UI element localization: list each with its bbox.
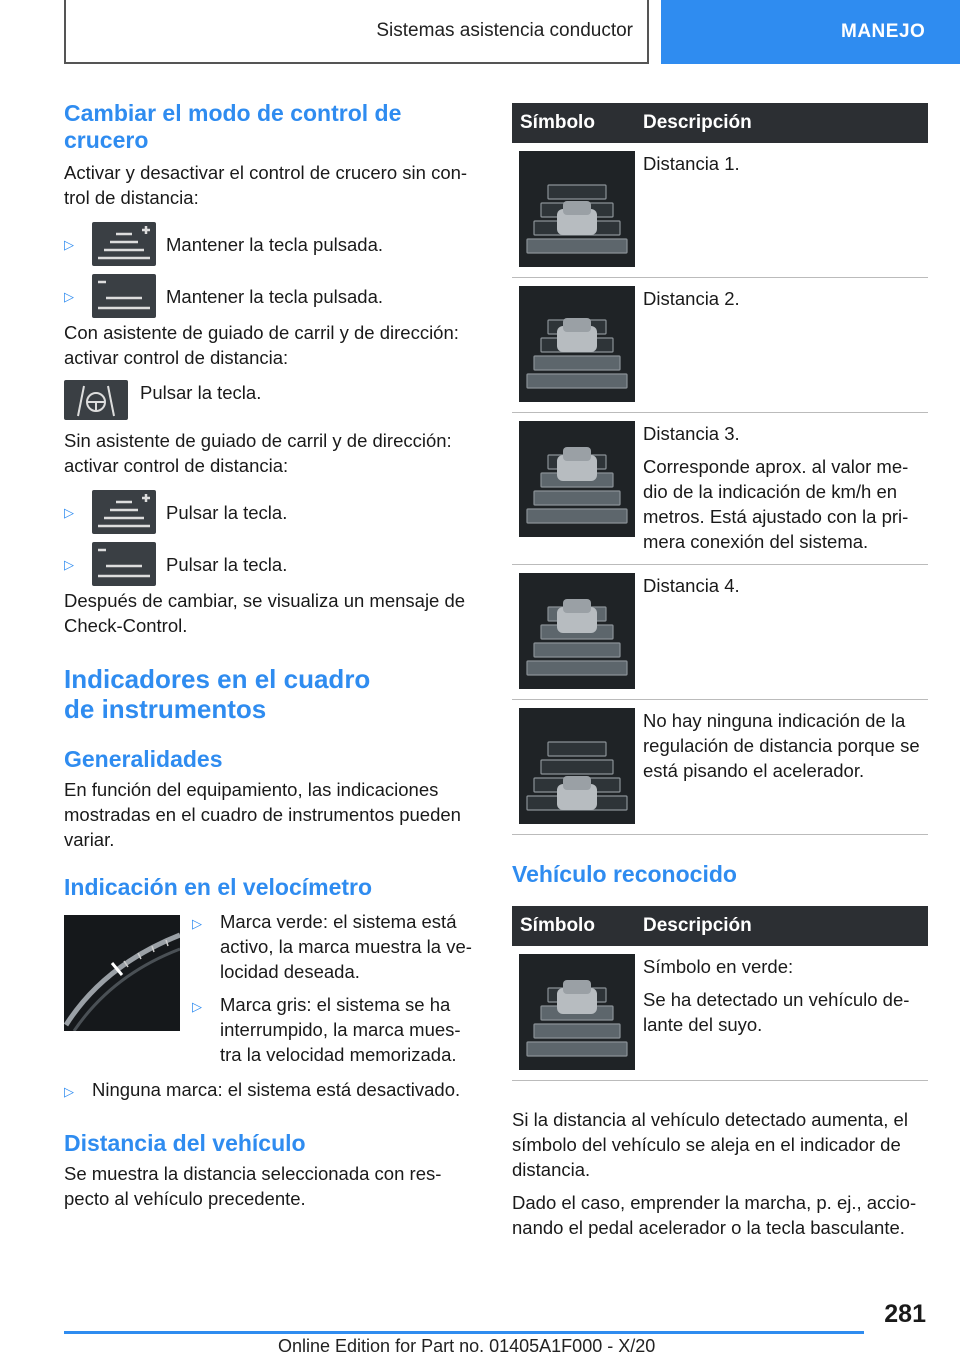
bullet-hold-key-minus: [64, 274, 479, 318]
table-row: [512, 413, 928, 565]
distance-car-symbol-icon: [519, 421, 635, 537]
column-header-descripcion: Descripción: [643, 906, 928, 946]
column-header-simbolo: Símbolo: [512, 103, 643, 143]
bullet-text: Mantener la tecla pulsada.: [166, 285, 383, 307]
bullet-no-mark: ▷ Ninguna marca: el sistema está desactivado.: [64, 1077, 479, 1104]
bullet-press-key-minus: [64, 542, 479, 586]
triangle-bullet-icon: ▷: [64, 556, 74, 572]
bullet-text: Pulsar la tecla.: [166, 501, 288, 523]
heading-cambiar-modo: Cambiar el modo de control de crucero: [64, 100, 402, 153]
bullet-press-key-plus: [64, 490, 479, 534]
header-chapter-tab: MANEJO: [661, 0, 960, 64]
sub-bullet-grey: ▷ Marca gris: el sistema se ha interrumpido, la marca mues-tra la velocidad memorizada.: [192, 994, 461, 1065]
table-row: [512, 278, 928, 413]
distance-car-symbol-icon: [519, 151, 635, 267]
description-text: Distancia 1.: [643, 153, 740, 174]
triangle-bullet-icon: ▷: [192, 916, 202, 931]
description-text: Corresponde aprox. al valor me-dio de la indicación de km/h en metros. Está ajustado con la pri-mera conexión del sistema.: [643, 456, 909, 552]
heading-indicadores: Indicadores en el cuadro de instrumentos: [64, 664, 371, 724]
header-section-title: Sistemas asistencia conductor: [64, 0, 649, 64]
table-row: [512, 946, 928, 1081]
description-text: Distancia 2.: [643, 288, 740, 309]
description-text: Distancia 3.: [643, 423, 740, 444]
distance-symbol-table: [512, 103, 928, 835]
table-row: [512, 143, 928, 278]
paragraph-activar: Activar y desactivar el control de crucero sin con-trol de distancia:: [64, 162, 468, 208]
paragraph-sin-asistente: Sin asistente de guiado de carril y de dirección: activar control de distancia:: [64, 430, 452, 476]
footer-edition: Online Edition for Part no. 01405A1F000 - X/20: [278, 1336, 656, 1356]
triangle-bullet-icon: ▷: [64, 288, 74, 304]
paragraph-con-asistente: Con asistente de guiado de carril y de dirección: activar control de distancia:: [64, 322, 459, 368]
recognized-symbol-table: [512, 906, 928, 1081]
bullet-text: Pulsar la tecla.: [166, 553, 288, 575]
description-text: No hay ninguna indicación de la regulación de distancia porque se está pisando el acelerador.: [643, 710, 920, 781]
paragraph-generalidades: En función del equipamiento, las indicaciones mostradas en el cuadro de instrumentos pueden variar.: [64, 779, 461, 850]
triangle-bullet-icon: ▷: [64, 1084, 74, 1099]
footer-rule: [64, 1331, 864, 1334]
distance-plus-key-icon: [92, 490, 156, 534]
column-header-descripcion: Descripción: [643, 103, 928, 143]
steering-assist-key-icon: [64, 380, 128, 420]
heading-generalidades: Generalidades: [64, 746, 223, 772]
heading-vehiculo-reconocido: Vehículo reconocido: [512, 861, 737, 887]
assist-key-row: [64, 380, 479, 420]
triangle-bullet-icon: ▷: [64, 236, 74, 252]
paragraph-distancia: Se muestra la distancia seleccionada con res-pecto al vehículo precedente.: [64, 1163, 442, 1209]
bullet-hold-key-plus: [64, 222, 479, 266]
table-row: [512, 700, 928, 835]
paragraph-si-distancia: Si la distancia al vehículo detectado aumenta, el símbolo del vehículo se aleja en el indicador de distancia.: [512, 1109, 908, 1180]
description-text: Distancia 4.: [643, 575, 740, 596]
description-text: Se ha detectado un vehículo de-lante del suyo.: [643, 989, 910, 1035]
distance-car-symbol-icon: [519, 573, 635, 689]
bullet-text: Mantener la tecla pulsada.: [166, 233, 383, 255]
triangle-bullet-icon: ▷: [64, 504, 74, 520]
paragraph-despues: Después de cambiar, se visualiza un mensaje de Check-Control.: [64, 590, 466, 636]
sub-bullet-green: ▷ Marca verde: el sistema está activo, la marca muestra la ve-locidad deseada.: [192, 911, 472, 982]
distance-minus-key-icon: [92, 542, 156, 586]
heading-indicacion-velocimetro: Indicación en el velocímetro: [64, 874, 373, 900]
pulsar-text: Pulsar la tecla.: [140, 382, 262, 403]
right-column: [512, 103, 928, 1240]
speedometer-image: [64, 915, 180, 1031]
distance-car-symbol-icon: [519, 286, 635, 402]
distance-car-symbol-icon: [519, 708, 635, 824]
column-header-simbolo: Símbolo: [512, 906, 643, 946]
speedometer-block: [64, 909, 479, 1067]
description-text: Símbolo en verde:: [643, 956, 794, 977]
paragraph-dado-caso: Dado el caso, emprender la marcha, p. ej., accio-nando el pedal acelerador o la tecla basculante.: [512, 1192, 917, 1238]
distance-minus-key-icon: [92, 274, 156, 318]
distance-car-symbol-icon: [519, 954, 635, 1070]
triangle-bullet-icon: ▷: [192, 999, 202, 1014]
heading-distancia-vehiculo: Distancia del vehículo: [64, 1130, 306, 1156]
table-row: [512, 565, 928, 700]
page-number: 281: [884, 1300, 926, 1328]
distance-plus-key-icon: [92, 222, 156, 266]
left-column: [64, 100, 479, 1211]
